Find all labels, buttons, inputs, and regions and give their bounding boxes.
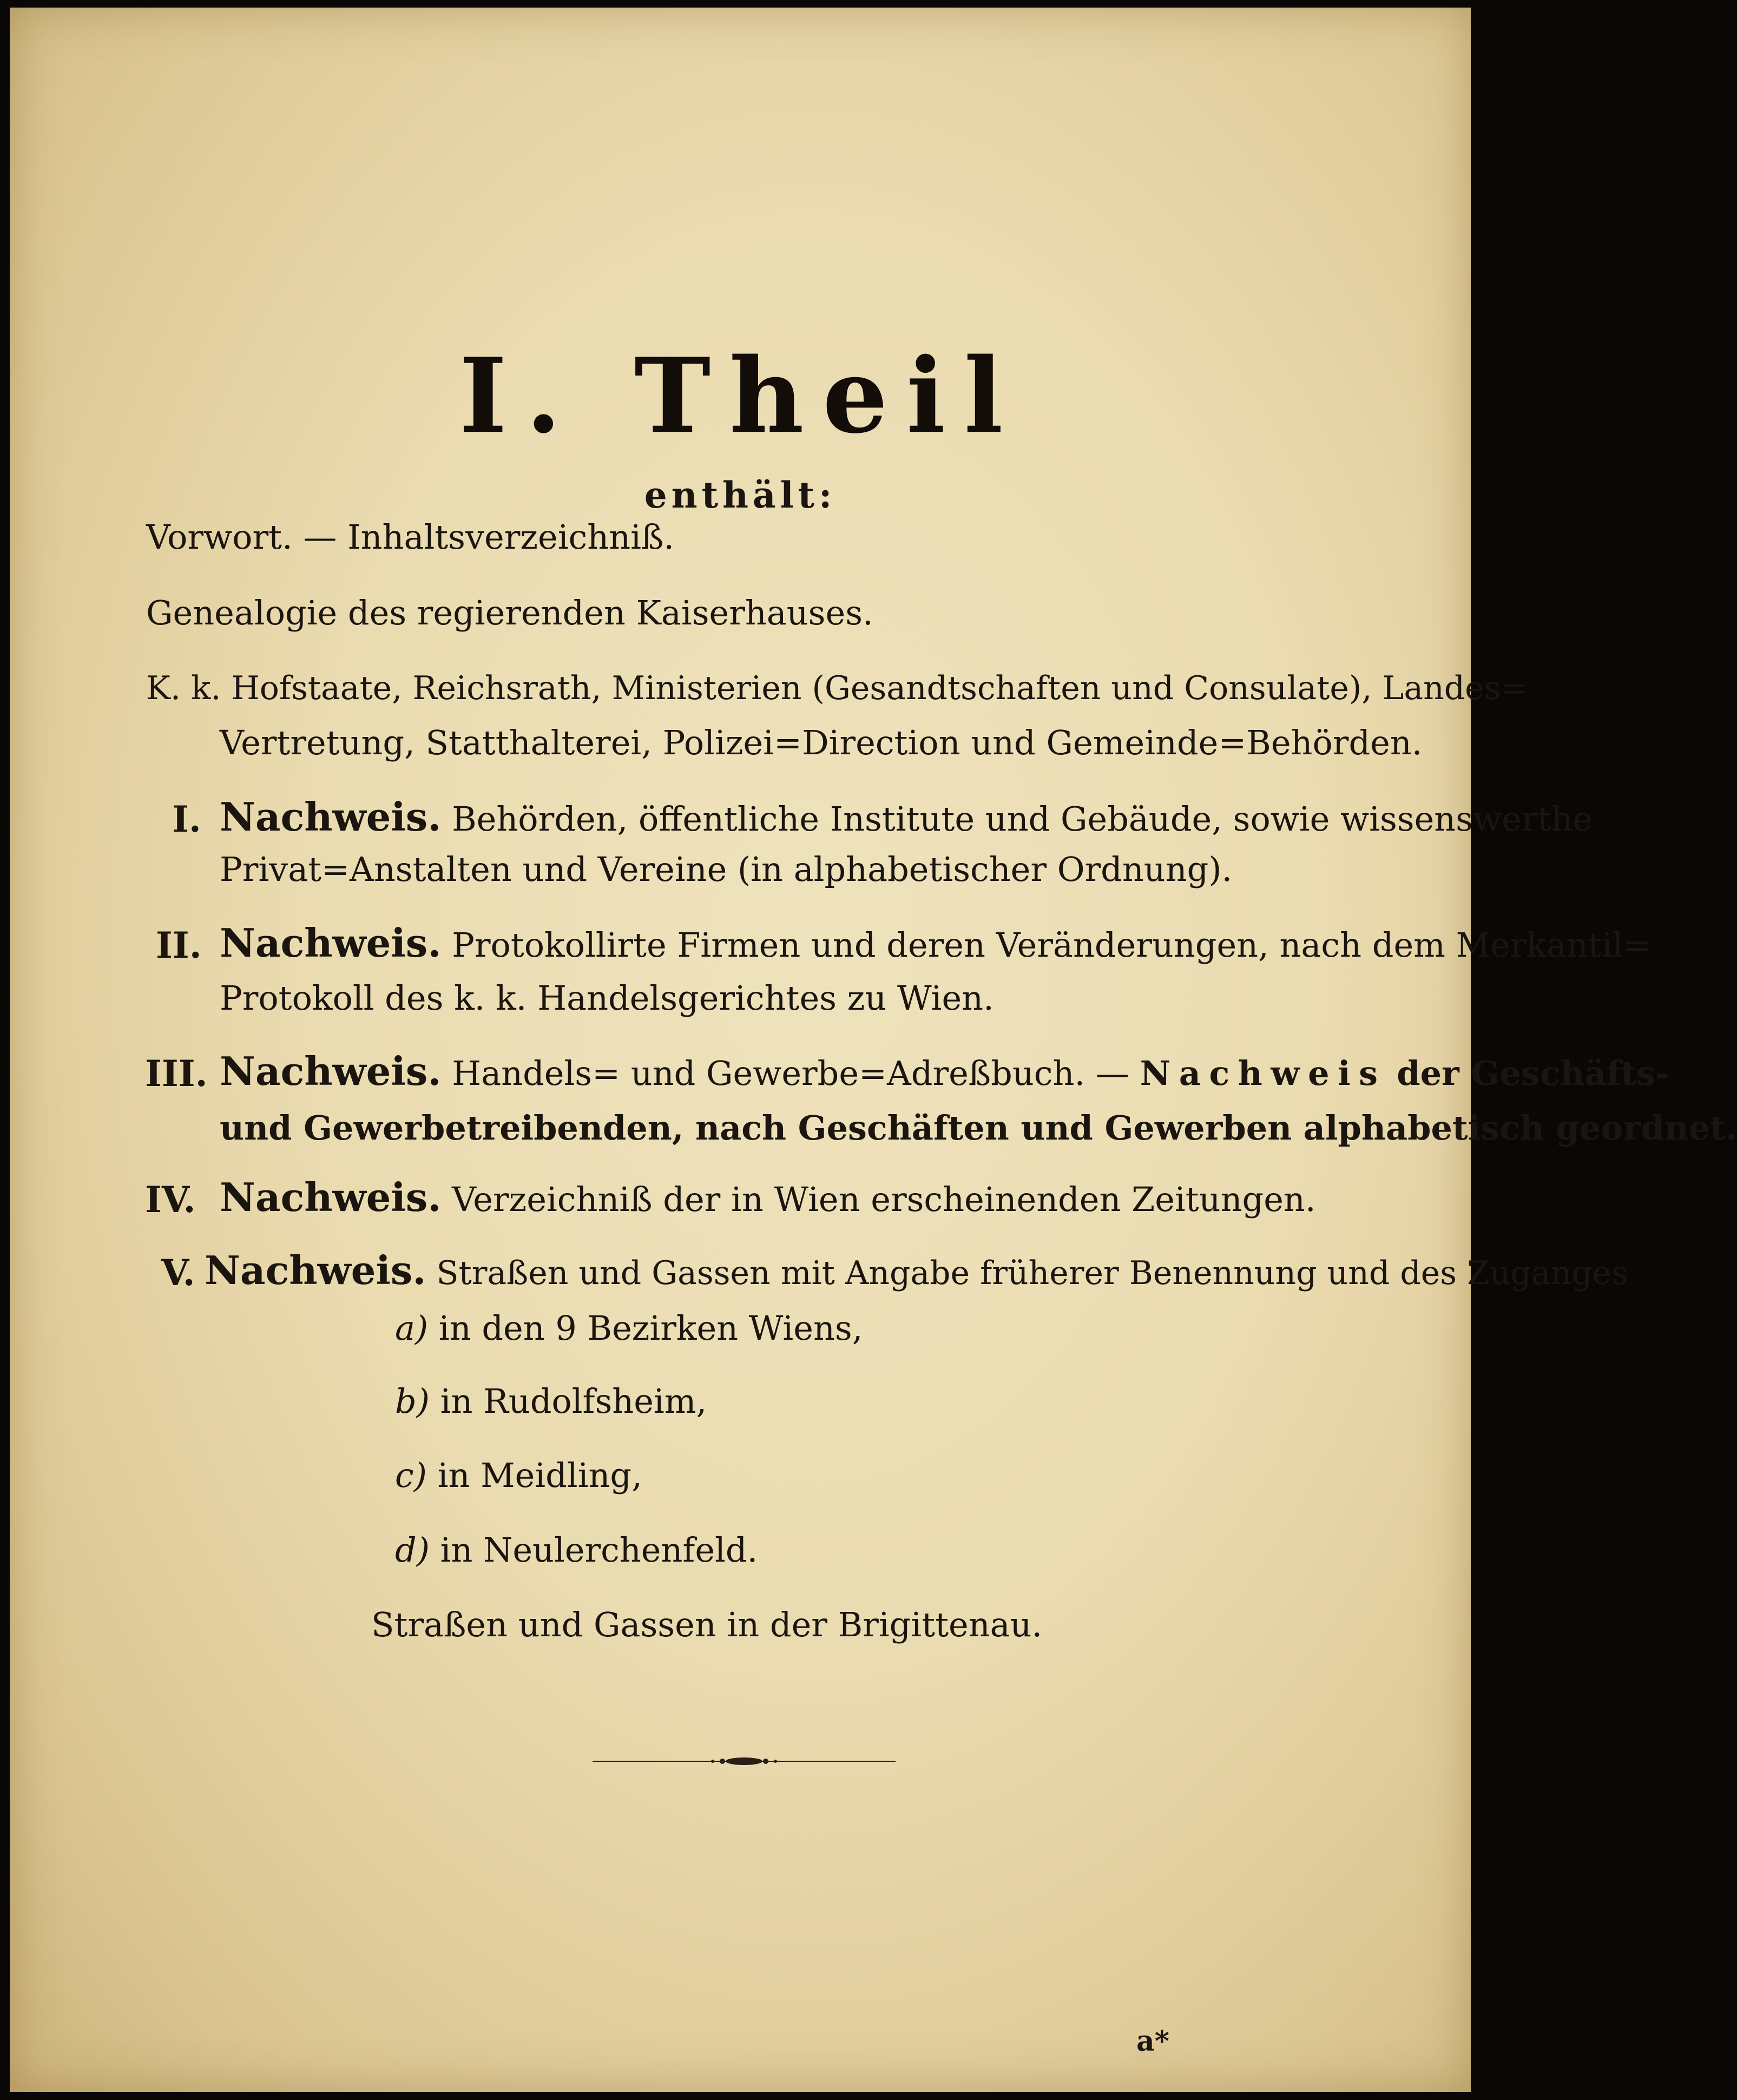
section-5-heading: Nachweis.	[205, 1247, 426, 1293]
section-5-closing: Straßen und Gassen in der Brigittenau.	[371, 1605, 1043, 1644]
section-1-line-1	[220, 794, 1593, 840]
section-4-line-1	[220, 1174, 1316, 1220]
section-5-item-a-label: a)	[395, 1308, 429, 1348]
section-2-text-1: Protokollirte Firmen und deren Veränderungen, nach dem Merkantil=	[452, 925, 1652, 965]
section-5-item-d-label: d)	[395, 1530, 430, 1570]
section-4-number: IV.	[145, 1179, 196, 1221]
section-5-number: V.	[161, 1252, 195, 1294]
section-3-number: III.	[145, 1052, 208, 1095]
section-5-item-d	[395, 1530, 758, 1570]
section-2-line-1	[220, 920, 1652, 966]
intro-line-2: Genealogie des regierenden Kaiserhauses.	[146, 593, 873, 633]
intro-line-1: Vorwort. — Inhaltsverzeichniß.	[146, 517, 675, 557]
document-page	[10, 8, 1737, 2092]
section-3-text-1c: der Geschäfts-	[1397, 1054, 1669, 1093]
section-5-line-1	[205, 1247, 1628, 1293]
section-4-text-1: Verzeichniß der in Wien erscheinenden Zeitungen.	[452, 1180, 1316, 1219]
section-5-item-a-text: in den 9 Bezirken Wiens,	[438, 1308, 863, 1348]
section-2-heading: Nachweis.	[220, 920, 442, 966]
section-3-text-1b: Nachweis	[1140, 1054, 1386, 1093]
section-5-item-a	[395, 1308, 863, 1348]
section-3-text-2: und Gewerbetreibenden, nach Geschäften und Gewerben alphabetisch geordnet.	[220, 1108, 1737, 1148]
section-5-item-c-text: in Meidling,	[437, 1456, 642, 1495]
section-1-text-1: Behörden, öffentliche Institute und Gebäude, sowie wissenswerthe	[452, 799, 1593, 839]
section-5-item-d-text: in Neulerchenfeld.	[440, 1530, 758, 1570]
section-5-item-b-label: b)	[395, 1381, 430, 1421]
section-3-heading: Nachweis.	[220, 1048, 442, 1094]
page-title: I. Theil	[459, 335, 1022, 456]
signature-mark: a*	[1136, 2025, 1169, 2058]
page-subtitle: enthält:	[644, 474, 837, 516]
section-3-text-1a: Handels= und Gewerbe=Adreßbuch. —	[452, 1054, 1129, 1093]
section-5-text-1: Straßen und Gassen mit Angabe früherer Benennung und des Zuganges	[436, 1254, 1628, 1292]
section-2-number: II.	[156, 924, 202, 966]
section-4-heading: Nachweis.	[220, 1174, 442, 1220]
section-1-heading: Nachweis.	[220, 794, 442, 840]
section-5-item-b-text: in Rudolfsheim,	[440, 1381, 707, 1421]
section-1-number: I.	[172, 798, 201, 840]
section-5-item-c	[395, 1456, 642, 1495]
intro-line-3b: Vertretung, Statthalterei, Polizei=Direction und Gemeinde=Behörden.	[220, 723, 1423, 762]
section-5-item-c-label: c)	[395, 1456, 427, 1495]
section-2-text-2: Protokoll des k. k. Handelsgerichtes zu Wien.	[220, 978, 994, 1018]
ornament-divider	[593, 1753, 896, 1769]
section-5-item-b	[395, 1381, 707, 1421]
intro-line-3a: K. k. Hofstaate, Reichsrath, Ministerien (Gesandtschaften und Consulate), Landes=	[146, 669, 1528, 707]
section-3-line-1	[220, 1048, 1669, 1094]
section-1-text-2: Privat=Anstalten und Vereine (in alphabetischer Ordnung).	[220, 850, 1233, 889]
